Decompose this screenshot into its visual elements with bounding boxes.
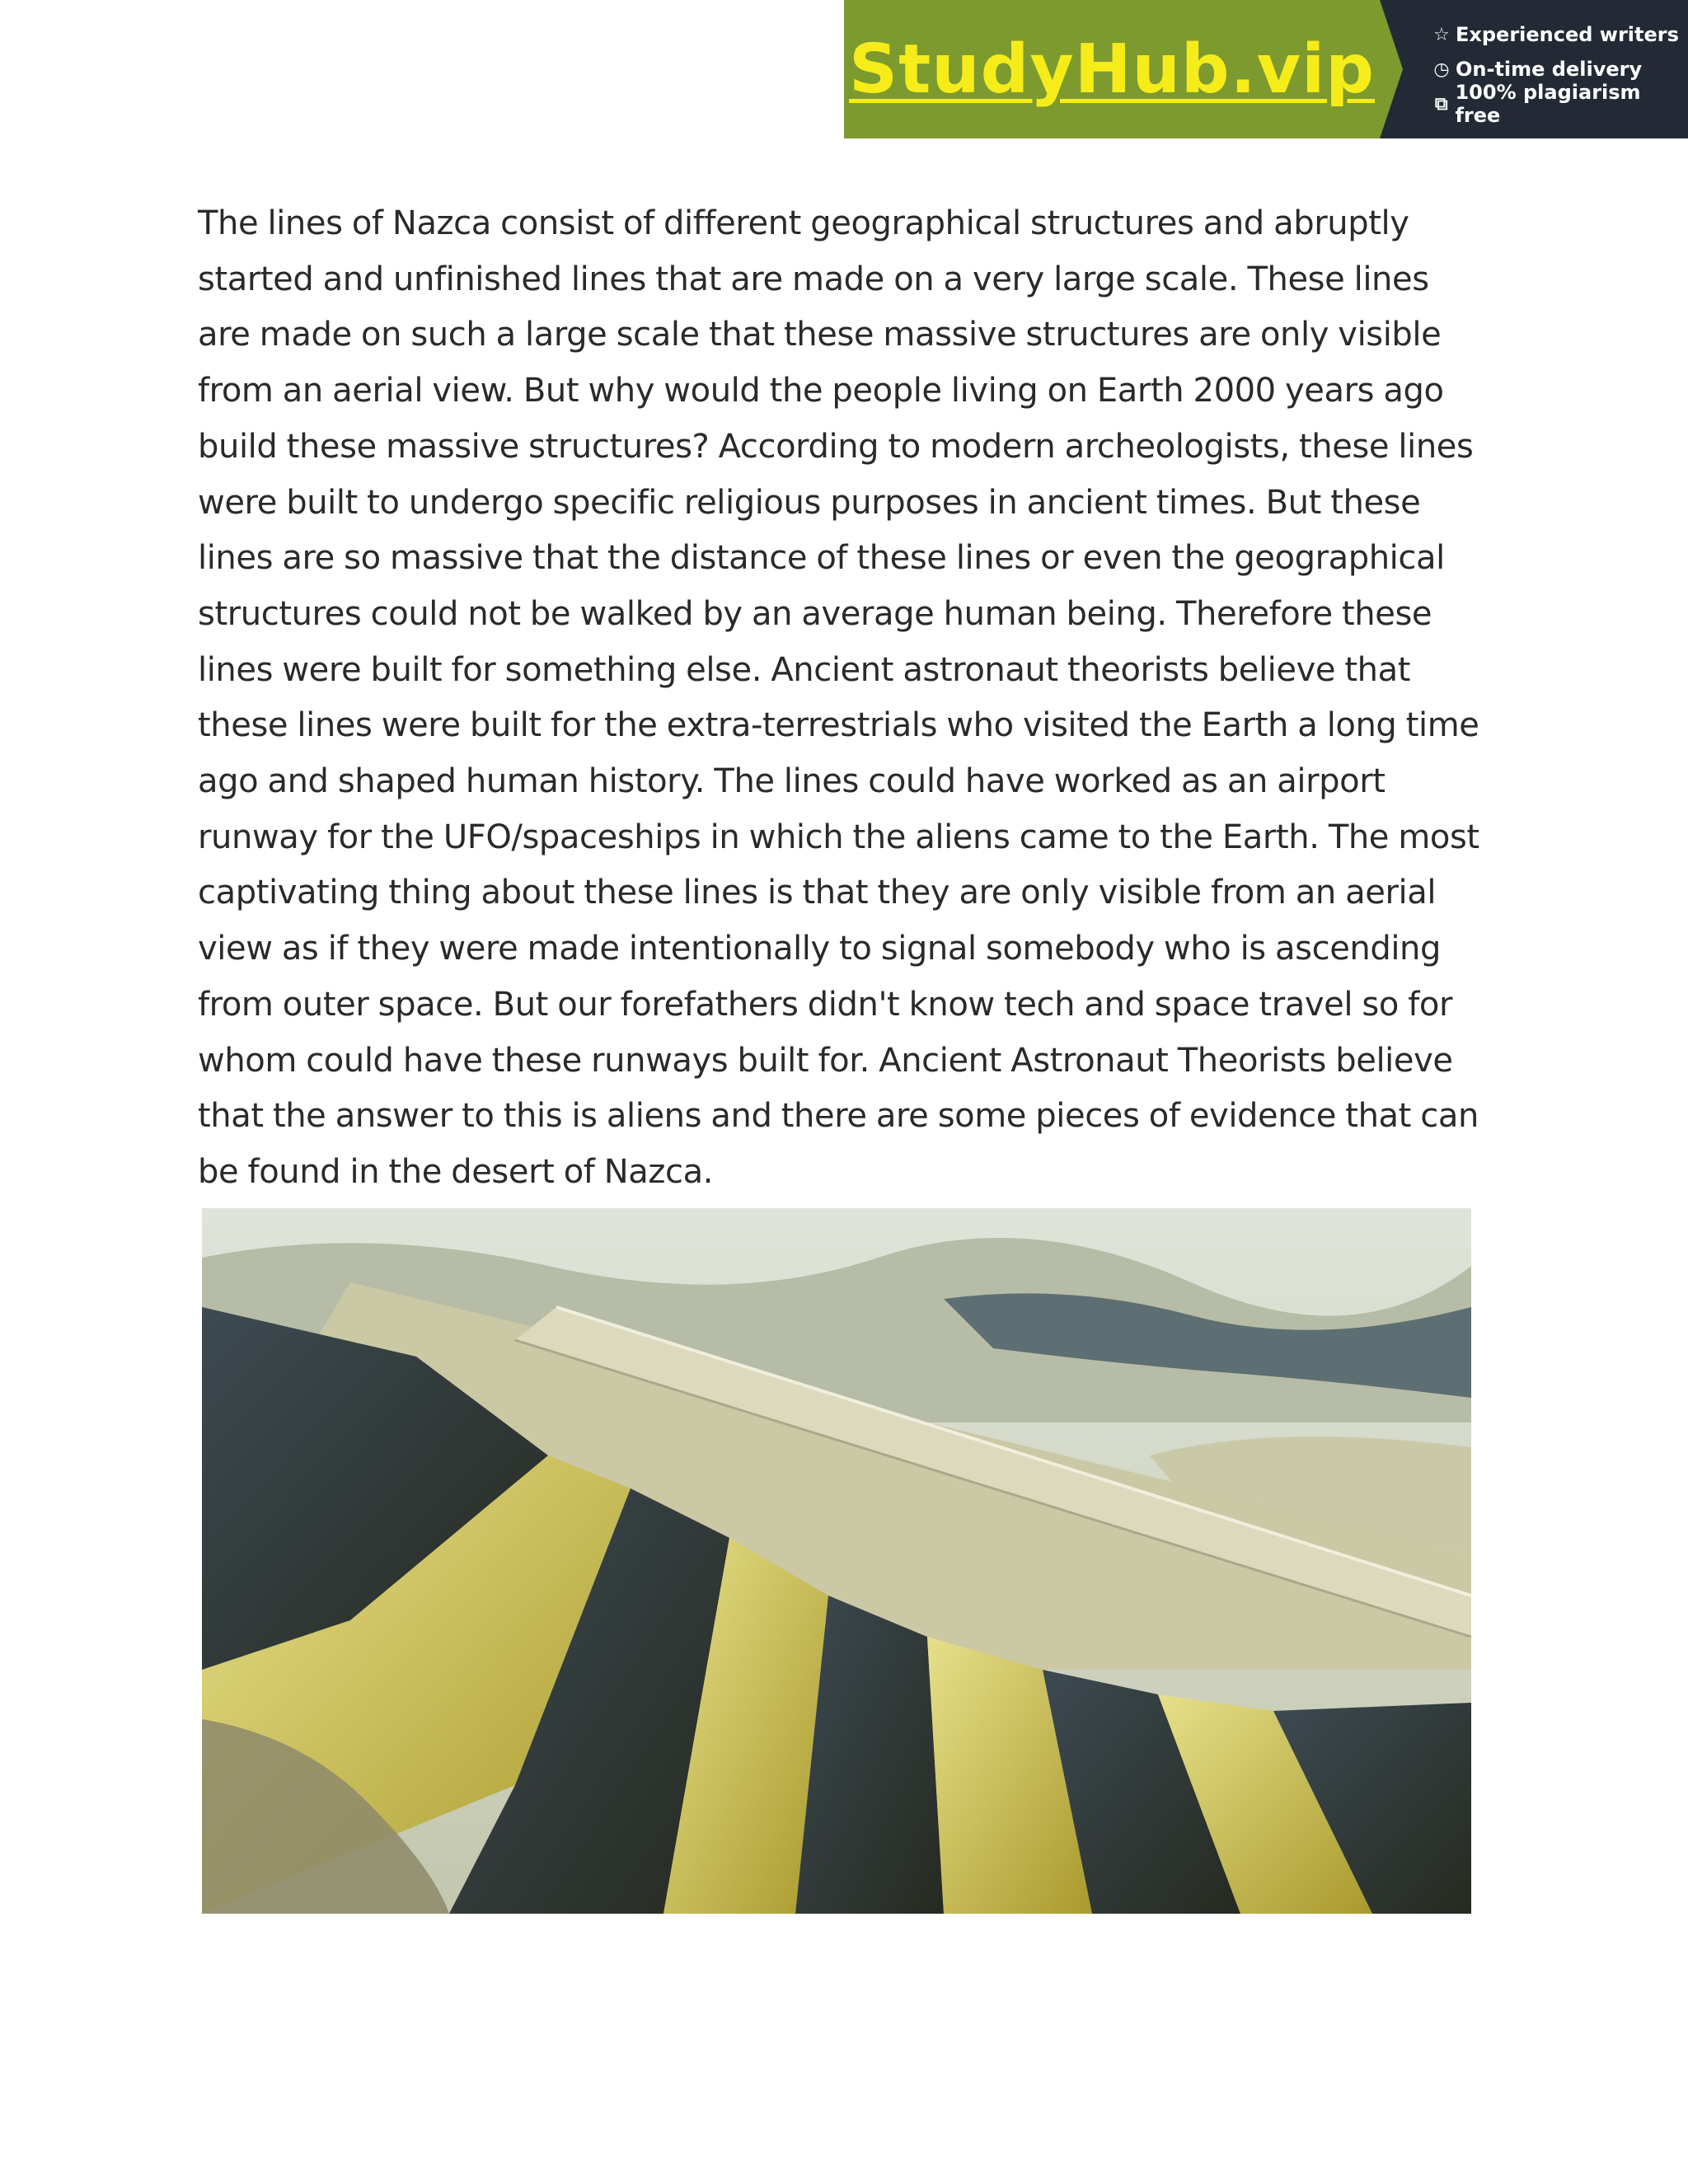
feature-label: Experienced writers <box>1456 23 1679 46</box>
brand-name: StudyHub.vip <box>849 30 1375 109</box>
brand-logo[interactable] <box>844 0 1380 138</box>
star-icon: ☆ <box>1433 24 1450 45</box>
nazca-aerial-photo <box>202 1208 1471 1914</box>
feature-label: On-time delivery <box>1456 58 1643 81</box>
copy-check-icon: ⧉ <box>1434 93 1448 115</box>
feature-plagiarism-free <box>1431 81 1688 127</box>
feature-experienced-writers <box>1431 21 1688 49</box>
feature-on-time-delivery <box>1431 55 1688 83</box>
feature-label: 100% plagiarism free <box>1455 81 1641 127</box>
clock-icon: ◷ <box>1433 59 1450 80</box>
article-paragraph: The lines of Nazca consist of different geographical structures and abruptly started and unfinished lines that are made on a very large scale. These lines are made on such a large scale that these massive structures are only visible from an aerial view. But why would the people living on Earth 2000 years ago build these massive structures? According to modern archeologists, these lines were built to undergo specific religious purposes in ancient times. But these lines are so massive that the distance of these lines or even the geographical structures could not be walked by an average human being. Therefore these lines were built for something else. Ancient astronaut theorists believe that these lines were built for the extra-terrestrials who visited the Earth a long time ago and shaped human history. The lines could have worked as an airport runway for the UFO/spaceships in which the aliens came to the Earth. The most captivating thing about these lines is that they are only visible from an aerial view as if they were made intentionally to signal somebody who is ascending from outer space. But our forefathers didn't know tech and space travel so for whom could have these runways built for. Ancient Astronaut Theorists believe that the answer to this is aliens and there are some pieces of evidence that can be found in the desert of Nazca. <box>198 204 1479 1191</box>
studyhub-banner[interactable] <box>844 0 1688 138</box>
feature-list <box>1380 0 1688 138</box>
